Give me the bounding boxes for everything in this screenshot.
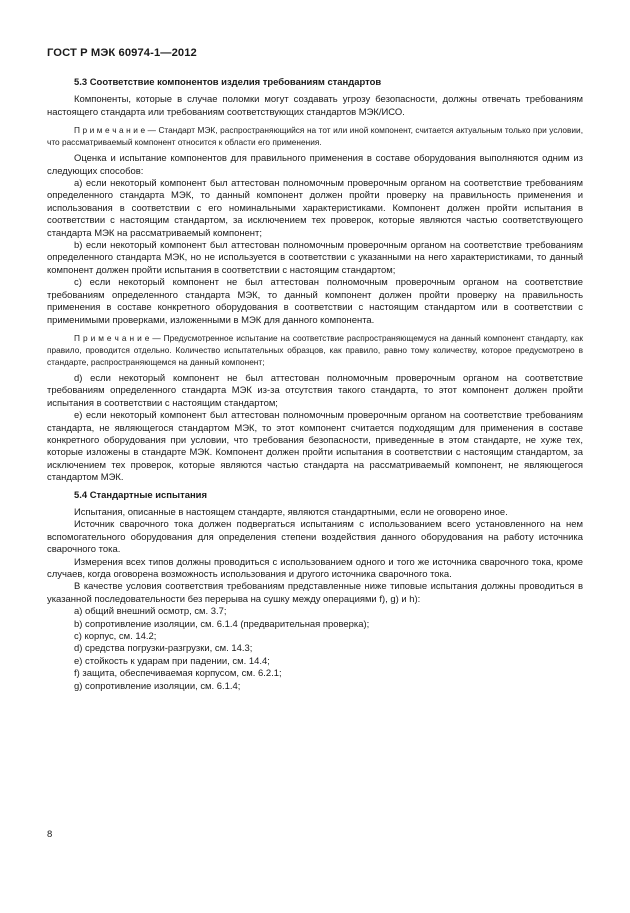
list-item-d: d) если некоторый компонент не был аттестован полномочным проверочным органом на соответствие требованиям определенного стандарта МЭК из-за отсутствия такого стандарта, то этот компонент должен пройти испытания в соответствии с настоящим стандартом; <box>47 372 583 409</box>
document-code-header: ГОСТ Р МЭК 60974-1—2012 <box>47 47 197 59</box>
paragraph: Компоненты, которые в случае поломки могут создавать угрозу безопасности, должны отвечать требованиям настоящего стандарта или требованиям соответствующих стандартов МЭК/ИСО. <box>47 94 583 118</box>
test-list-item: f) защита, обеспечиваемая корпусом, см. 6.2.1; <box>74 668 282 680</box>
list-item-e: e) если некоторый компонент был аттестован полномочным проверочным органом на соответствие требованиям стандарта, не являющегося стандартом МЭК, то этот компонент считается подходящим для применения в составе конкретного оборудования при условии, что требования безопасности, приведенные в этом стандарте, не хуже тех, которые изложены в стандарте МЭК. Компонент должен пройти испытания в соответствии с настоящим стандартом, за исключением тех проверок, которые являются частью стандарта на рассматриваемый компонент, не являющегося стандартом МЭК. <box>47 410 583 484</box>
paragraph: Измерения всех типов должны проводиться с использованием одного и того же источника сварочного тока, кроме случаев, когда оговорена возможность использования и другого источника сварочного тока. <box>47 556 583 580</box>
note-paragraph: П р и м е ч а н и е — Предусмотренное испытание на соответствие распространяющемуся на данный компонент стандарту, как правило, проводится отдельно. Количество испытательных образцов, как правило, равно тому количеству, которое предусмотрено в стандарте, распространяющемся на данный компонент; <box>47 332 583 367</box>
list-item-c: c) если некоторый компонент не был аттестован полномочным проверочным органом на соответствие требованиям определенного стандарта МЭК, то данный компонент должен пройти проверку на правильность применения в составе конкретного оборудования в соответствии с настоящим стандартом или в соответствии с применимыми проверками, изложенными в МЭК для данного компонента. <box>47 277 583 326</box>
list-item-b: b) если некоторый компонент был аттестован полномочным проверочным органом на соответствие требованиям определенного стандарта МЭК, но не используется в соответствии с указанными на него характеристиками, то данный компонент должен пройти испытания в соответствии с настоящим стандартом; <box>47 240 583 276</box>
list-item-a: a) если некоторый компонент был аттестован полномочным проверочным органом на соответствие требованиям определенного стандарта МЭК, то данный компонент должен пройти проверку на правильность применения и использования в соответствии с его номинальными характеристиками. Компонент должен пройти испытания в соответствии с настоящим стандартом, за исключением тех проверок, которые являются частью соответствующего стандарта МЭК на рассматриваемый компонент; <box>47 178 583 239</box>
test-list-item: e) стойкость к ударам при падении, см. 14.4; <box>74 655 270 667</box>
test-list-item: a) общий внешний осмотр, см. 3.7; <box>74 606 227 618</box>
document-body <box>47 77 583 693</box>
note-paragraph: П р и м е ч а н и е — Стандарт МЭК, распространяющийся на тот или иной компонент, считается актуальным только при условии, что рассматриваемый компонент относится к области его применения. <box>47 125 583 148</box>
section-heading-5-4: 5.4 Стандартные испытания <box>74 489 207 501</box>
test-list-item: b) сопротивление изоляции, см. 6.1.4 (предварительная проверка); <box>74 618 370 630</box>
paragraph: Оценка и испытание компонентов для правильного применения в составе оборудования выполняются одним из следующих способов: <box>47 153 583 177</box>
paragraph: Испытания, описанные в настоящем стандарте, являются стандартными, если не оговорено иное. <box>74 506 508 518</box>
test-list-item: c) корпус, см. 14.2; <box>74 631 157 643</box>
page-number: 8 <box>47 829 53 840</box>
section-heading-5-3: 5.3 Соответствие компонентов изделия требованиям стандартов <box>74 77 382 88</box>
test-list-item: g) сопротивление изоляции, см. 6.1.4; <box>74 680 241 692</box>
paragraph: Источник сварочного тока должен подвергаться испытаниям с использованием всего установленного на нем вспомогательного оборудования для определения степени воздействия данного оборудования на работу источника сварочного тока. <box>47 519 583 556</box>
test-list-item: d) средства погрузки-разгрузки, см. 14.3; <box>74 643 253 655</box>
paragraph: В качестве условия соответствия требованиям представленные ниже типовые испытания должны проводиться в указанной последовательности без перерыва на сушку между операциями f), g) и h): <box>47 581 583 605</box>
